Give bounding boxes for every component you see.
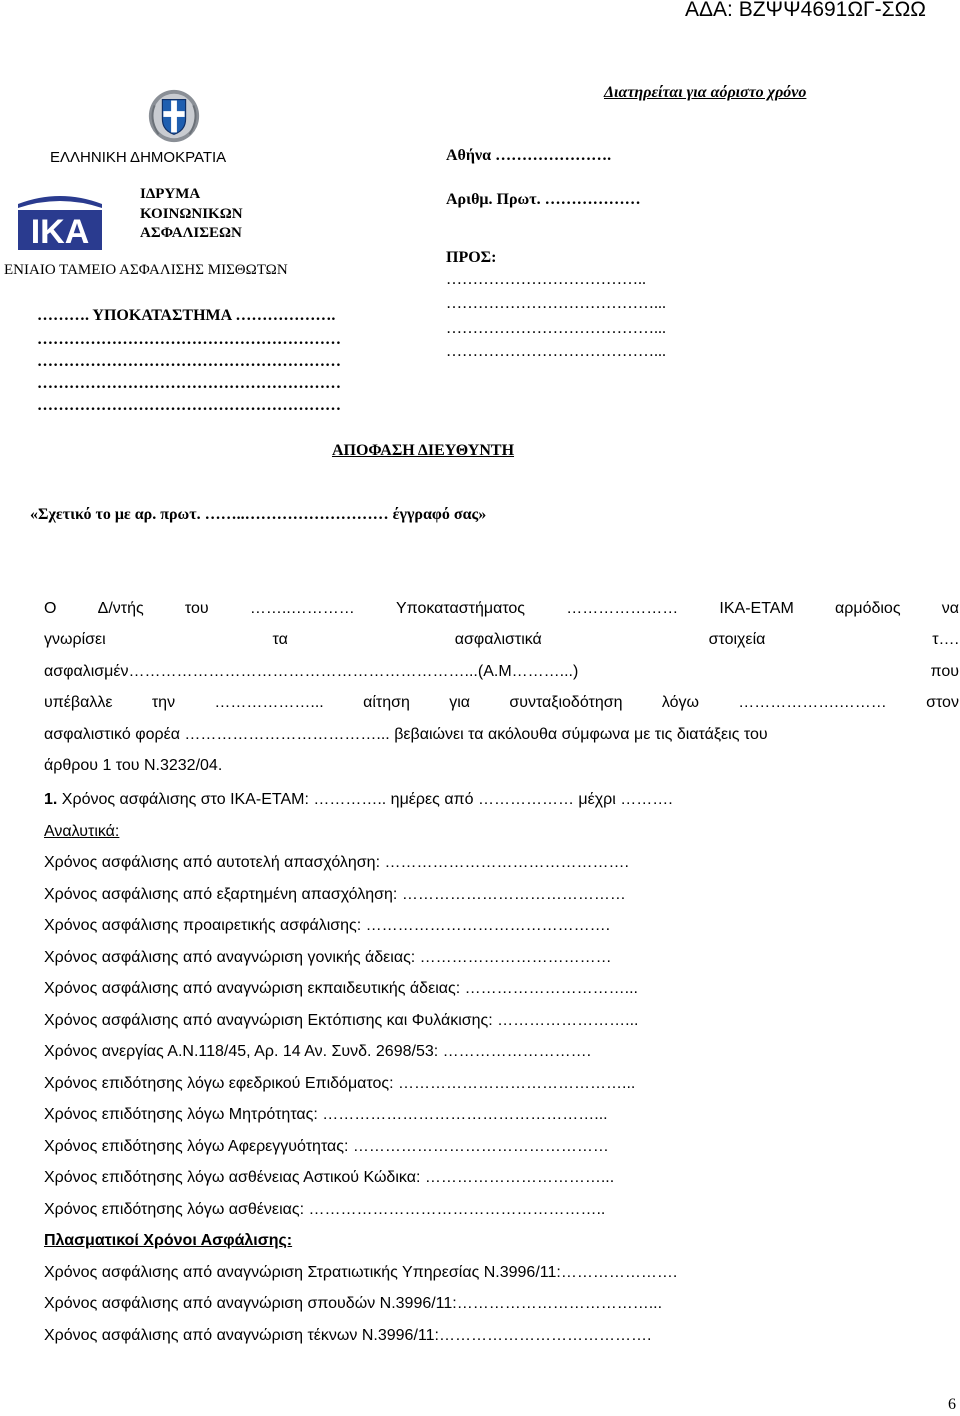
paragraph-word: στοιχεία	[708, 631, 766, 649]
paragraph-word: να	[941, 600, 959, 617]
sender-dotted-line: …………………………………………………	[37, 397, 341, 414]
paragraph-line	[44, 593, 959, 624]
place-date-line: Αθήνα ………………….	[446, 147, 612, 164]
paragraph-word: ……..…………	[249, 600, 355, 617]
ika-name-line: ΙΔΡΥΜΑ	[140, 186, 201, 202]
insurance-time-list	[44, 784, 677, 1351]
sender-dotted-line: …………………………………………………	[37, 331, 341, 348]
sender-dotted-line: …………………………………………………	[37, 375, 341, 392]
paragraph-word: αρμόδιος	[835, 600, 901, 617]
paragraph-word: τ….	[932, 631, 959, 649]
analytic-item: Χρόνος επιδότησης λόγω ασθένειας Αστικού Κώδικα: ……………………………...	[44, 1169, 615, 1186]
analytic-item: Χρόνος επιδότησης λόγω ασθένειας: ………………………………………………..	[44, 1200, 606, 1218]
paragraph-line	[44, 687, 959, 718]
paragraph-word: ………………...	[214, 694, 324, 712]
paragraph-word: λόγω	[661, 694, 699, 712]
ika-name-line: ΚΟΙΝΩΝΙΚΩΝ	[140, 206, 243, 222]
retention-note: Διατηρείται για αόριστο χρόνο	[604, 84, 807, 101]
sender-dotted-line: …………………………………………………	[37, 353, 341, 370]
paragraph-line	[44, 656, 959, 687]
paragraph-word: ασφαλισμέν………………………………………………………...(Α.Μ………...)	[44, 662, 579, 680]
decision-title: ΑΠΟΦΑΣΗ ΔΙΕΥΘΥΝΤΗ	[331, 442, 515, 459]
paragraph-word: για	[449, 694, 470, 712]
paragraph-word: Δ/ντής	[97, 600, 144, 617]
paragraph-word: αίτηση	[363, 694, 410, 712]
paragraph-line	[44, 624, 959, 655]
plasmatic-item: Χρόνος ασφάλισης από αναγνώριση σπουδών Ν.3996/11:………………………………...	[44, 1295, 663, 1312]
greek-coat-of-arms-icon	[145, 86, 203, 144]
paragraph-word: ασφαλιστικά	[454, 631, 542, 649]
analytic-item: Χρόνος ασφάλισης προαιρετικής ασφάλισης: ……………………………………….	[44, 917, 611, 934]
total-insurance-time	[44, 784, 677, 816]
ada-code: ΑΔΑ: ΒΖΨΨ4691ΩΓ-ΣΩΩ	[685, 0, 926, 21]
paragraph-word: την	[151, 694, 176, 712]
plasmatic-item: Χρόνος ασφάλισης από αναγνώριση Στρατιωτικής Υπηρεσίας Ν.3996/11:………………….	[44, 1263, 678, 1281]
paragraph-word: τα	[272, 631, 288, 649]
paragraph-word: στον	[926, 694, 959, 712]
paragraph-line: ασφαλιστικό φορέα ………………………………... βεβαιώνει τα ακόλουθα σύμφωνα με τις διατάξεις του	[44, 725, 768, 743]
paragraph-word: γνωρίσει	[44, 631, 106, 649]
body-paragraph	[44, 593, 959, 781]
analytic-item: Χρόνος ασφάλισης από εξαρτημένη απασχόληση: ……………………………………	[44, 885, 626, 903]
recipient-dotted-line: ………………………………..	[446, 271, 646, 288]
plasmatic-heading: Πλασματικοί Χρόνοι Ασφάλισης:	[44, 1232, 293, 1249]
ika-logo-text: IKA	[30, 213, 90, 251]
analytic-item: Χρόνος επιδότησης λόγω Αφερεγγυότητας: …………………………………………	[44, 1137, 609, 1155]
recipient-dotted-line: …………………………………...	[446, 295, 666, 312]
fund-name: ΕΝΙΑΙΟ ΤΑΜΕΙΟ ΑΣΦΑΛΙΣΗΣ ΜΙΣΘΩΤΩΝ	[4, 262, 288, 278]
analytic-item: Χρόνος ασφάλισης από αναγνώριση γονικής άδειας: ………………………………	[44, 948, 612, 966]
subject-line: «Σχετικό το με αρ. πρωτ. ……..……………………… έγγραφό σας»	[30, 506, 487, 523]
analytic-item: Χρόνος επιδότησης λόγω εφεδρικού Επιδόματος: ……………………………………...	[44, 1074, 636, 1092]
paragraph-word: που	[930, 662, 959, 680]
protocol-number-line: Αριθμ. Πρωτ. ………………	[446, 191, 641, 208]
recipient-dotted-line: …………………………………...	[446, 343, 666, 360]
plasmatic-item: Χρόνος ασφάλισης από αναγνώριση τέκνων Ν.3996/11:………………………………….	[44, 1326, 652, 1344]
paragraph-word: Υποκαταστήματος	[395, 600, 526, 617]
item-number: 1.	[44, 791, 58, 808]
ika-logo-icon	[14, 190, 106, 254]
analytic-item: Χρόνος επιδότησης λόγω Μητρότητας: ……………………………………………...	[44, 1106, 608, 1123]
total-insurance-time-text: Χρόνος ασφάλισης στο ΙΚΑ-ΕΤΑΜ: ………….. ημέρες από ……………… μέχρι ……….	[61, 791, 673, 808]
paragraph-line: άρθρου 1 του Ν.3232/04.	[44, 756, 223, 774]
republic-label: ΕΛΛΗΝΙΚΗ ΔΗΜΟΚΡΑΤΙΑ	[50, 149, 227, 166]
paragraph-word: υπέβαλλε	[44, 694, 113, 712]
analytic-item: Χρόνος ανεργίας Α.Ν.118/45, Αρ. 14 Αν. Συνδ. 2698/53: ……………………….	[44, 1043, 592, 1060]
paragraph-word: ……………….………	[738, 694, 887, 712]
paragraph-word: …………………	[566, 600, 679, 617]
page-number: 6	[948, 1396, 956, 1413]
analytic-item: Χρόνος ασφάλισης από αυτοτελή απασχόληση: ……………………………………….	[44, 854, 629, 871]
analytics-heading: Αναλυτικά:	[44, 822, 120, 840]
analytic-item: Χρόνος ασφάλισης από αναγνώριση Εκτόπισης και Φυλάκισης: ……………………...	[44, 1011, 639, 1029]
paragraph-word: Ο	[44, 600, 57, 617]
analytic-item: Χρόνος ασφάλισης από αναγνώριση εκπαιδευτικής άδειας: …………………………...	[44, 980, 638, 997]
paragraph-word: ΙΚΑ-ΕΤΑΜ	[719, 600, 794, 617]
paragraph-word: συνταξιοδότηση	[509, 694, 623, 712]
branch-line: ………. ΥΠΟΚΑΤΑΣΤΗΜΑ ……………….	[37, 307, 336, 324]
recipient-dotted-line: …………………………………...	[446, 320, 666, 337]
recipient-label: ΠΡΟΣ:	[446, 249, 497, 266]
ika-name-line: ΑΣΦΑΛΙΣΕΩΝ	[140, 225, 242, 241]
paragraph-word: του	[184, 600, 209, 617]
